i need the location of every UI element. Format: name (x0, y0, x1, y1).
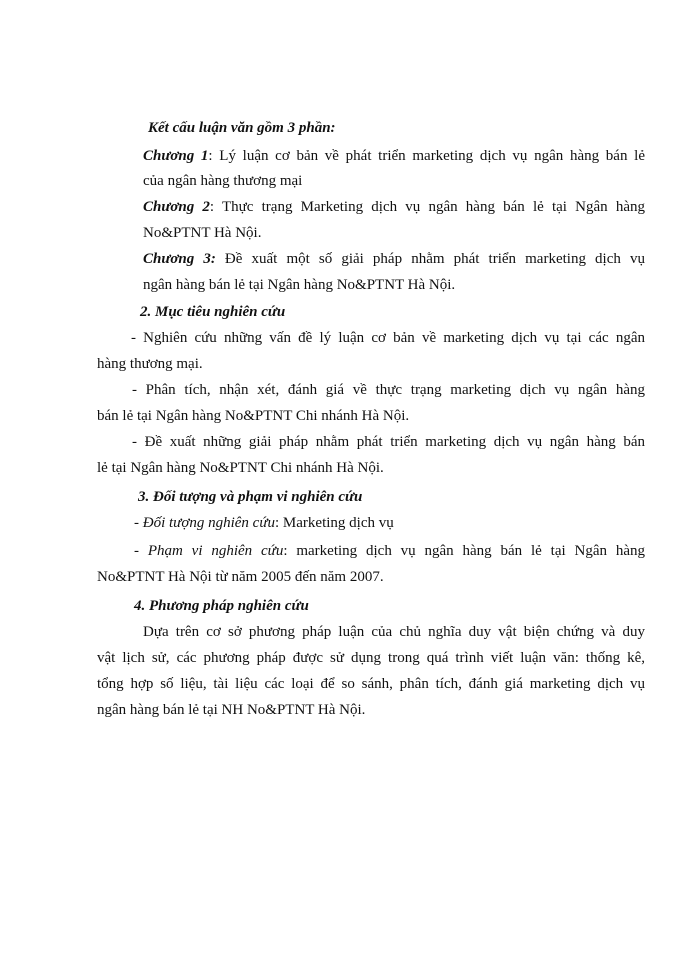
chapter-2-line-2: No&PTNT Hà Nội. (143, 225, 262, 241)
chapter-2-label: Chương 2 (143, 199, 210, 215)
section-3-heading: 3. Đối tượng và phạm vi nghiên cứu (138, 489, 363, 505)
chapter-2-line-1: Chương 2: Thực trạng Marketing dịch vụ ngân hàng bán lẻ tại Ngân hàng (143, 199, 645, 215)
object-label: - Đối tượng nghiên cứu (134, 515, 276, 531)
scope-line-1: - Phạm vi nghiên cứu: marketing dịch vụ ngân hàng bán lẻ tại Ngân hàng (134, 543, 645, 559)
method-line-3: tổng hợp số liệu, tài liệu các loại để so sánh, phân tích, đánh giá marketing dịch vụ (97, 676, 645, 692)
chapter-3-label: Chương 3: (143, 251, 216, 267)
scope-line-2: No&PTNT Hà Nội từ năm 2005 đến năm 2007. (97, 569, 384, 585)
section-4-heading: 4. Phương pháp nghiên cứu (134, 598, 309, 614)
method-line-4: ngân hàng bán lẻ tại NH No&PTNT Hà Nội. (97, 702, 366, 718)
objective-1-line-1: - Nghiên cứu những vấn đề lý luận cơ bản về marketing dịch vụ tại các ngân (131, 330, 645, 346)
chapter-1-label: Chương 1 (143, 148, 209, 164)
object-value: : Marketing dịch vụ (275, 515, 394, 531)
method-line-1: Dựa trên cơ sở phương pháp luận của chủ nghĩa duy vật biện chứng và duy (143, 624, 645, 640)
objective-3-line-1: - Đề xuất những giải pháp nhằm phát triển marketing dịch vụ ngân hàng bán (132, 434, 645, 450)
objective-3-line-2: lẻ tại Ngân hàng No&PTNT Chi nhánh Hà Nội. (97, 460, 384, 476)
method-line-2: vật lịch sử, các phương pháp được sử dụng trong quá trình viết luận văn: thống kê, (97, 650, 645, 666)
section-2-heading: 2. Mục tiêu nghiên cứu (140, 304, 286, 320)
chapter-3-line-1: Chương 3: Đề xuất một số giải pháp nhằm phát triển marketing dịch vụ (143, 251, 645, 267)
chapter-1-line-2: của ngân hàng thương mại (143, 173, 303, 189)
structure-heading: Kết cấu luận văn gồm 3 phần: (148, 120, 336, 136)
chapter-3-line-2: ngân hàng bán lẻ tại Ngân hàng No&PTNT Hà Nội. (143, 277, 456, 293)
chapter-1-line-1: Chương 1: Lý luận cơ bản về phát triển marketing dịch vụ ngân hàng bán lẻ (143, 148, 645, 164)
objective-2-line-2: bán lẻ tại Ngân hàng No&PTNT Chi nhánh Hà Nội. (97, 408, 410, 424)
objective-2-line-1: - Phân tích, nhận xét, đánh giá về thực trạng marketing dịch vụ ngân hàng (132, 382, 645, 398)
scope-label: - Phạm vi nghiên cứu (134, 543, 284, 559)
objective-1-line-2: hàng thương mại. (97, 356, 203, 372)
object-of-study (134, 513, 394, 533)
